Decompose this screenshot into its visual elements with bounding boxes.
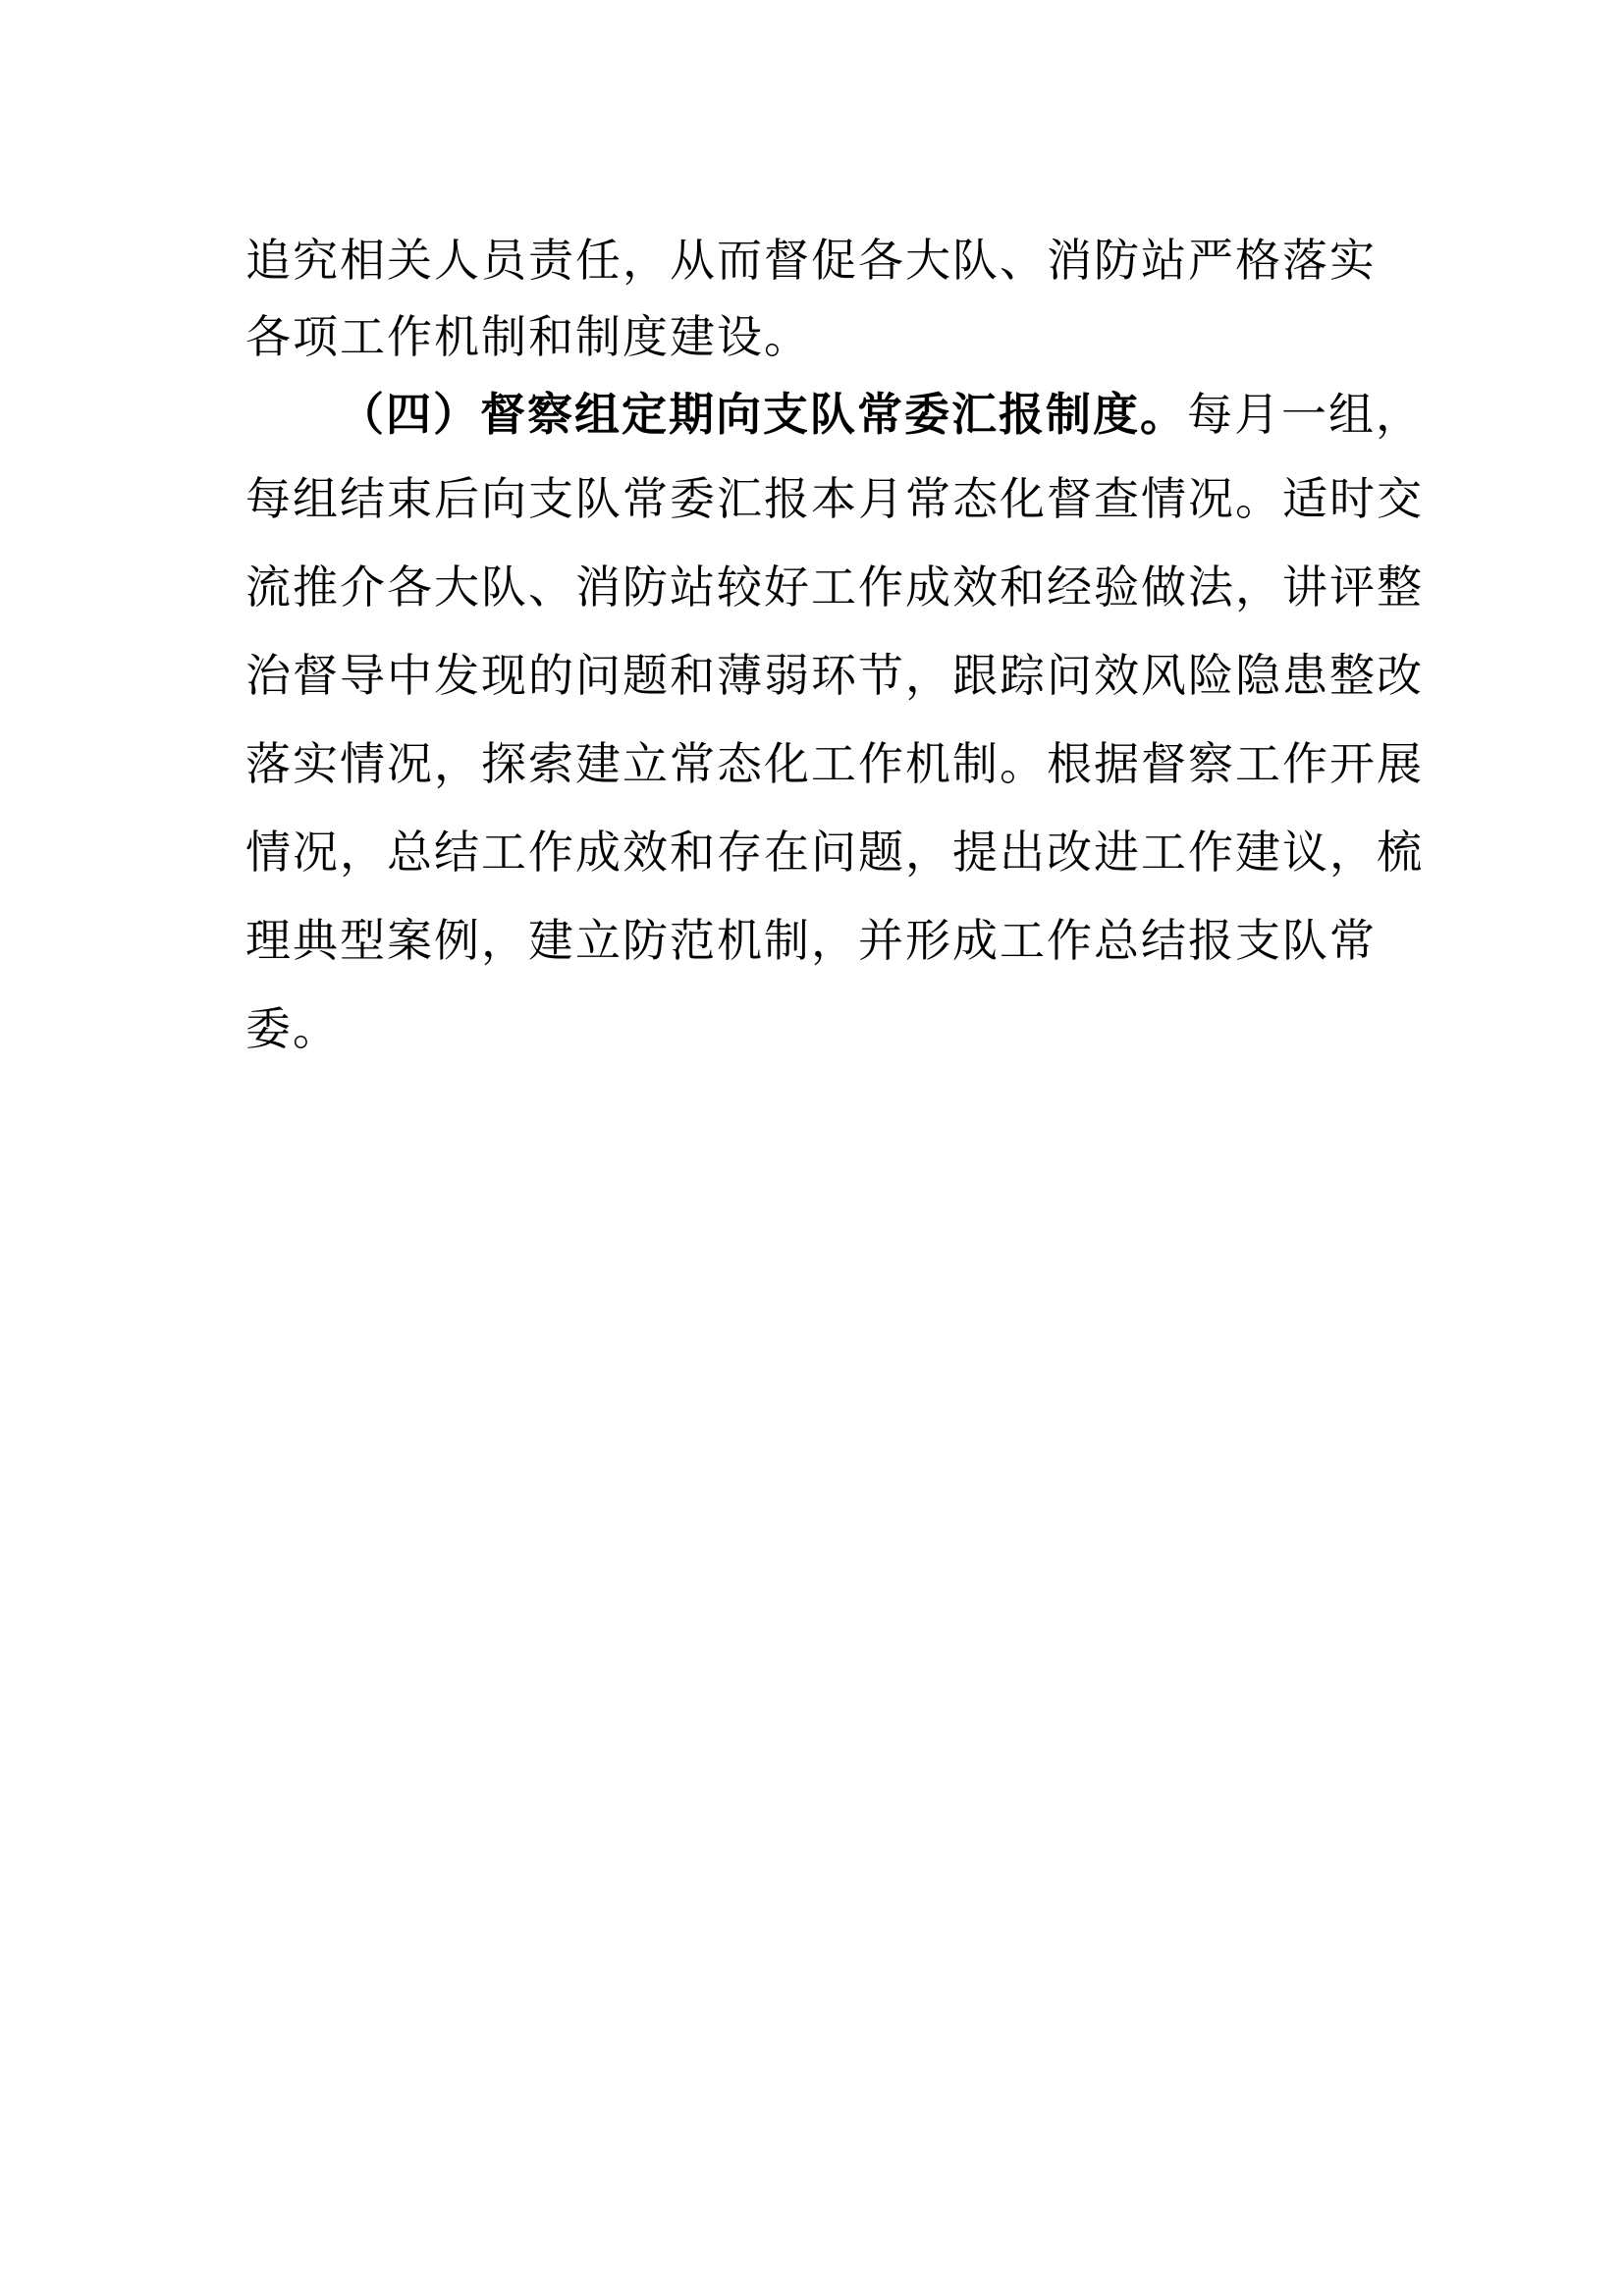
section-first-line-text: 每月一组， [1187,388,1423,441]
body-text-line: 流推介各大队、消防站较好工作成效和经验做法，讲评整 [245,561,1424,614]
body-text-line: 各项工作机制和制度建设。 [245,310,811,363]
section-first-line [339,385,1423,444]
body-text-line: 每组结束后向支队常委汇报本月常态化督查情况。适时交 [245,472,1424,525]
section-heading: （四）督察组定期向支队常委汇报制度。 [339,388,1187,441]
body-text-line: 落实情况，探索建立常态化工作机制。根据督察工作开展 [245,737,1424,790]
body-text-line: 委。 [245,1002,340,1055]
body-text-line: 追究相关人员责任，从而督促各大队、消防站严格落实 [245,234,1377,287]
body-text-line: 理典型案例，建立防范机制，并形成工作总结报支队常 [245,914,1377,967]
body-text-line: 情况，总结工作成效和存在问题，提出改进工作建议，梳 [245,826,1424,879]
body-text-line: 治督导中发现的问题和薄弱环节，跟踪问效风险隐患整改 [245,649,1424,702]
